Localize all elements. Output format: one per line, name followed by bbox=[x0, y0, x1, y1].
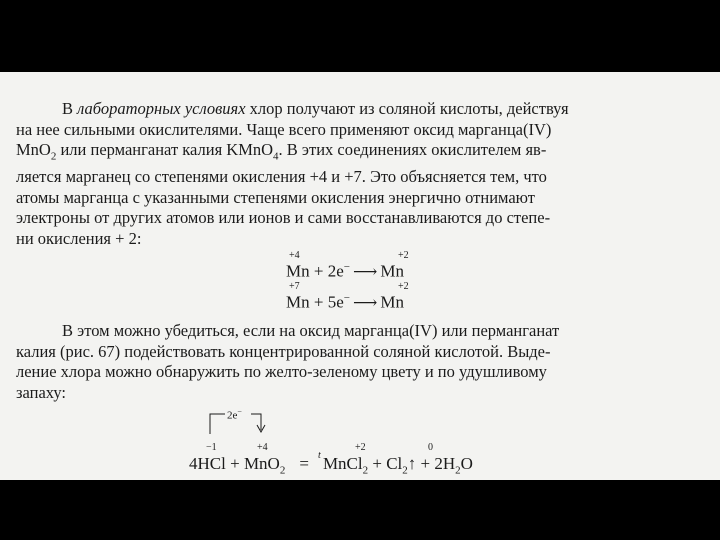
oxidation-state: +4 bbox=[289, 250, 300, 261]
reaction-arrow-icon: ⟶ bbox=[352, 261, 378, 281]
subscript: 2 bbox=[455, 464, 461, 477]
plus-sign: + bbox=[225, 454, 244, 473]
text-fragment: . В этих соединениях окислителем яв- bbox=[278, 140, 547, 160]
text-fragment: хлор получают из соляной кислоты, действуя bbox=[245, 99, 569, 118]
oxidation-state: +4 bbox=[257, 442, 268, 453]
product-water-oxygen: O bbox=[460, 454, 473, 473]
superscript: − bbox=[343, 292, 350, 304]
equals-sign: = bbox=[299, 454, 309, 473]
text-line: запаху: bbox=[16, 382, 67, 402]
oxidation-state: −1 bbox=[206, 442, 217, 453]
subscript: 2 bbox=[50, 150, 57, 163]
oxidation-state: +2 bbox=[355, 442, 366, 453]
electron-transfer-bracket-icon bbox=[0, 72, 720, 480]
text-line: В этом можно убедиться, если на оксид марганца(IV) или перманганат bbox=[62, 321, 560, 340]
subscript: 2 bbox=[279, 464, 286, 477]
text-line: калия (рис. 67) подействовать концентрированной соляной кислотой. Выде- bbox=[16, 341, 551, 361]
main-reaction-equation bbox=[189, 454, 473, 476]
subscript: 2 bbox=[362, 464, 369, 477]
text-fragment: или перманганат калия KMnO bbox=[56, 140, 274, 160]
text-line: атомы марганца с указанными степенями окисления энергично отнимают bbox=[16, 187, 535, 207]
electron-count bbox=[227, 407, 242, 422]
text-line: ление хлора можно обнаружить по желто-зеленому цвету и по удушливому bbox=[16, 362, 547, 382]
product-cl2: Cl bbox=[386, 454, 403, 473]
text-fragment: В bbox=[62, 99, 78, 118]
text-line: ляется марганец со степенями окисления +4 и +7. Это объясняется тем, что bbox=[16, 167, 547, 187]
text-line: электроны от других атомов или ионов и сами восстанавливаются до степе- bbox=[16, 208, 551, 228]
text-line: ни окисления + 2: bbox=[16, 228, 142, 248]
text-line: на нее сильными окислителями. Чаще всего применяют оксид марганца(IV) bbox=[16, 119, 552, 139]
equation-left: Mn + 2e bbox=[286, 261, 344, 281]
oxidation-state: +7 bbox=[289, 281, 300, 292]
oxidation-state: +2 bbox=[398, 250, 409, 261]
product-water: 2H bbox=[434, 454, 456, 473]
plus-sign: + bbox=[368, 454, 387, 473]
plus-sign: + bbox=[416, 454, 435, 473]
reactant-mno2: MnO bbox=[243, 454, 280, 473]
subscript: 4 bbox=[273, 150, 279, 163]
heating-condition: t bbox=[318, 450, 321, 461]
textbook-page bbox=[0, 72, 720, 480]
electron-count-value: 2e bbox=[227, 409, 238, 422]
superscript: − bbox=[237, 407, 242, 416]
product-mncl2: MnCl bbox=[322, 454, 363, 473]
formula-mno2: MnO bbox=[16, 140, 51, 160]
equation-left: Mn + 5e bbox=[286, 292, 344, 312]
italic-term: лабораторных условиях bbox=[77, 99, 246, 118]
equation-right: Mn bbox=[380, 261, 404, 281]
reaction-arrow-icon: ⟶ bbox=[352, 292, 378, 312]
gas-release-arrow-icon: ↑ bbox=[407, 454, 417, 473]
superscript: − bbox=[343, 261, 350, 273]
reactant-hcl: 4HCl bbox=[189, 454, 226, 473]
subscript: 2 bbox=[402, 464, 408, 477]
oxidation-state: 0 bbox=[428, 442, 433, 453]
oxidation-state: +2 bbox=[398, 281, 409, 292]
equation-right: Mn bbox=[380, 292, 404, 312]
